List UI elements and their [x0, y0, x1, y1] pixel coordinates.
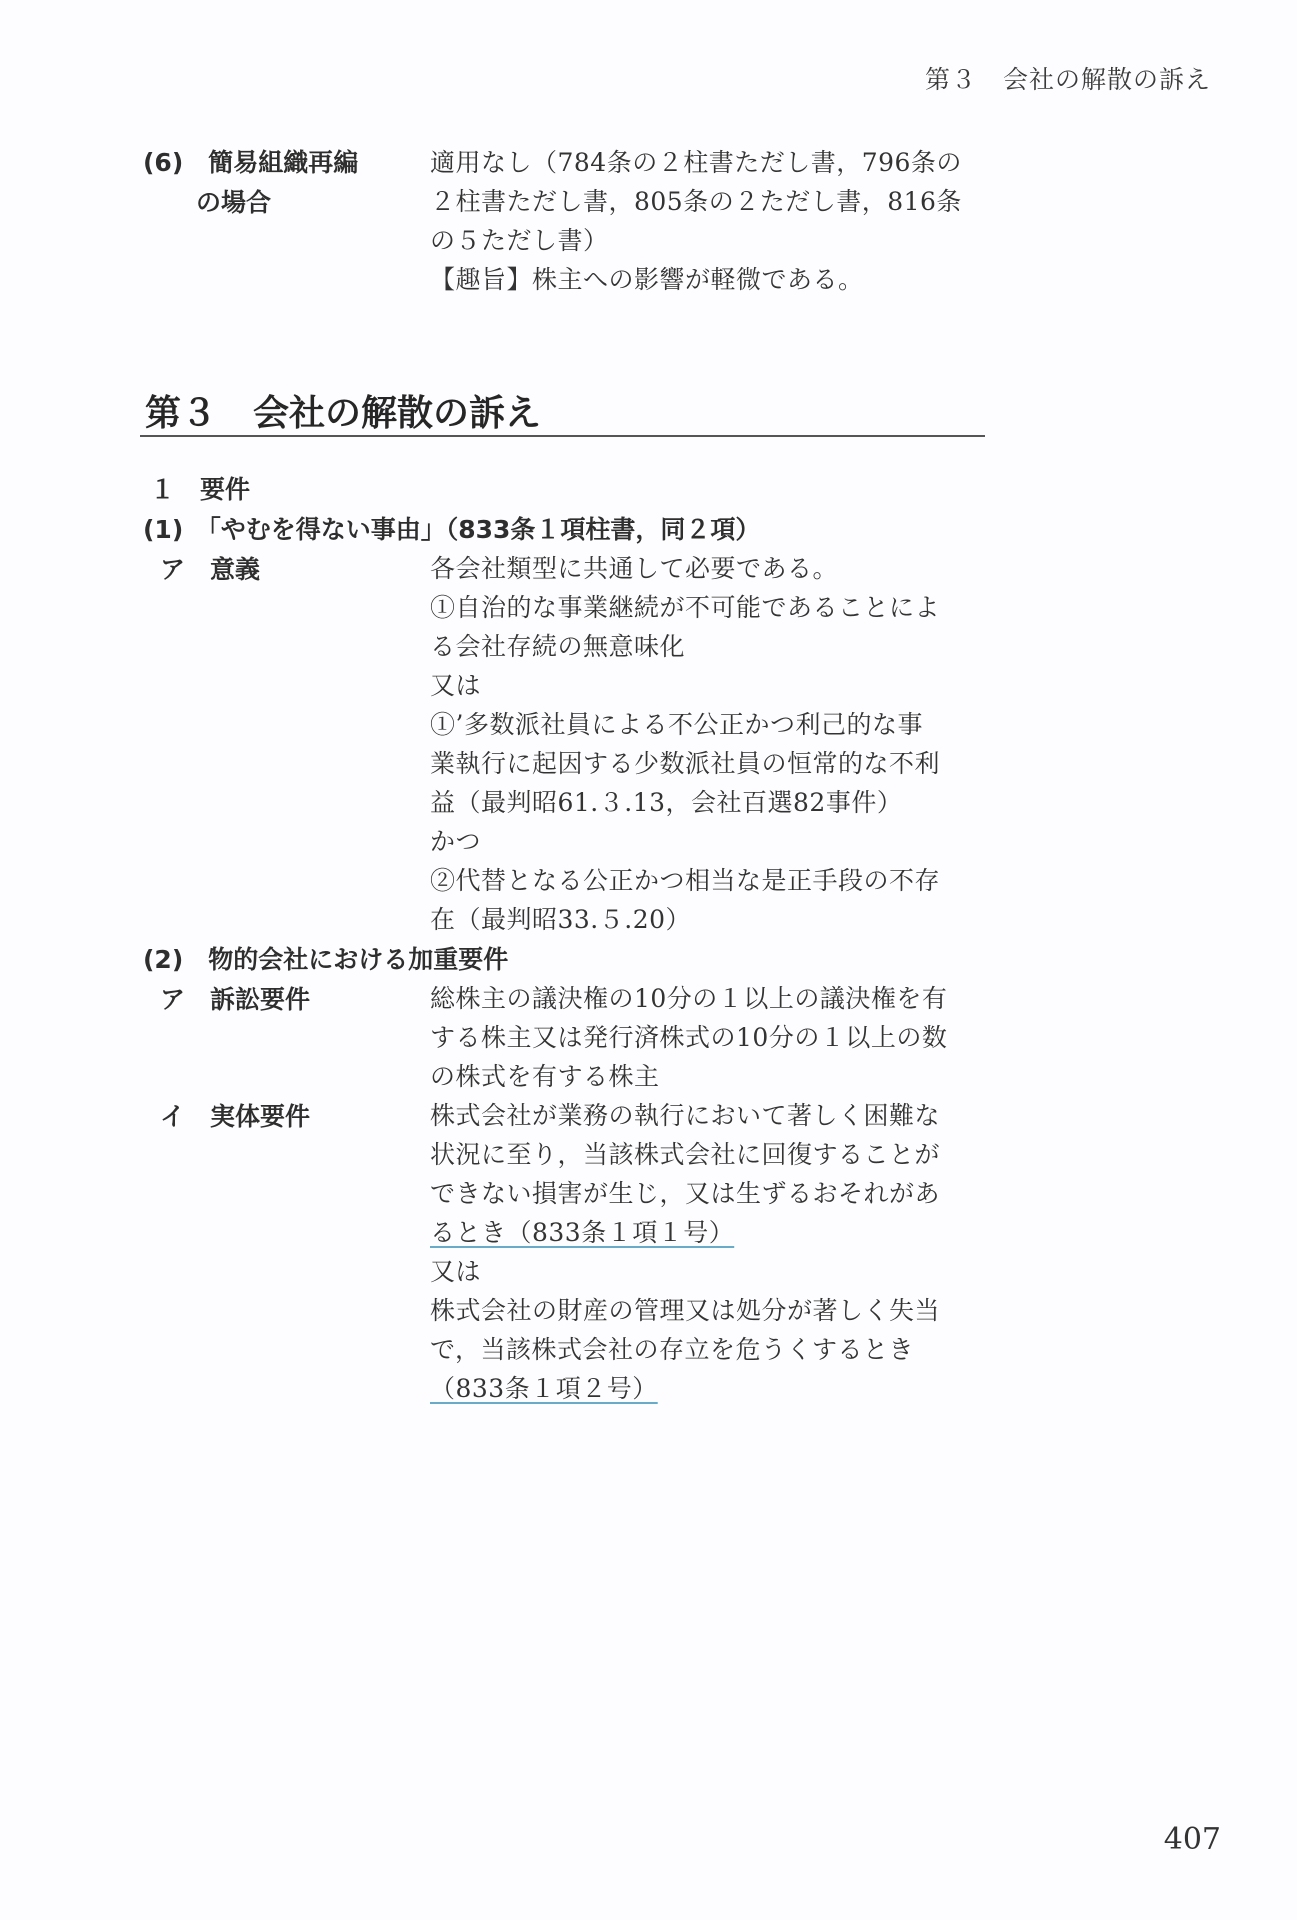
substantive-requirement-text-line: 株式会社の財産の管理又は処分が著しく失当	[430, 1296, 941, 1325]
litigation-requirement-text-line: の株式を有する株主	[430, 1062, 660, 1091]
significance-text-line: 各会社類型に共通して必要である。	[430, 554, 839, 583]
requirements-heading: １ 要件	[150, 475, 251, 504]
litigation-requirement-text-line: 総株主の議決権の10分の１以上の議決権を有	[430, 984, 948, 1013]
item-6-label-line1: (6) 簡易組織再編	[143, 148, 359, 177]
subsection-1-heading: (1) 「やむを得ない事由」（833条１項柱書，同２項）	[143, 515, 761, 544]
substantive-requirement-label: イ 実体要件	[160, 1102, 311, 1131]
substantive-requirement-text-line: 又は	[430, 1257, 482, 1286]
significance-text-line: かつ	[430, 827, 482, 856]
subsection-2-heading: (2) 物的会社における加重要件	[143, 945, 509, 974]
significance-text-line: 又は	[430, 671, 482, 700]
significance-text-line: る会社存続の無意味化	[430, 632, 686, 661]
significance-text-line: ①自治的な事業継続が不可能であることによ	[430, 593, 941, 622]
significance-text-line: ②代替となる公正かつ相当な是正手段の不存	[430, 866, 941, 895]
substantive-requirement-text-line: るとき（833条１項１号）	[430, 1218, 735, 1247]
item-6-text-line: ２柱書ただし書，805条の２ただし書，816条	[430, 187, 962, 216]
significance-label: ア 意義	[160, 555, 261, 584]
item-6-label-line2: の場合	[196, 188, 272, 217]
running-header: 第３ 会社の解散の訴え	[925, 65, 1212, 94]
significance-text-line: 在（最判昭33.５.20）	[430, 905, 692, 934]
section-title-rule	[140, 435, 985, 437]
item-6-text-line: の５ただし書）	[430, 226, 609, 255]
substantive-requirement-text-line: 状況に至り，当該株式会社に回復することが	[430, 1140, 941, 1169]
item-6-text-line: 【趣旨】株主への影響が軽微である。	[430, 265, 864, 294]
significance-text-line: 業執行に起因する少数派社員の恒常的な不利	[430, 749, 941, 778]
significance-text-line: 益（最判昭61.３.13，会社百選82事件）	[430, 788, 903, 817]
section-title: 第３ 会社の解散の訴え	[145, 393, 542, 434]
substantive-requirement-text-line: できない損害が生じ，又は生ずるおそれがあ	[430, 1179, 941, 1208]
litigation-requirement-text-line: する株主又は発行済株式の10分の１以上の数	[430, 1023, 948, 1052]
item-6-text-line: 適用なし（784条の２柱書ただし書，796条の	[430, 148, 962, 177]
significance-text-line: ①’多数派社員による不公正かつ利己的な事	[430, 710, 923, 739]
substantive-requirement-text-line: 株式会社が業務の執行において著しく困難な	[430, 1101, 941, 1130]
substantive-requirement-text-line: （833条１項２号）	[430, 1374, 658, 1403]
litigation-requirement-label: ア 訴訟要件	[160, 985, 311, 1014]
page-number: 407	[1163, 1822, 1221, 1857]
substantive-requirement-text-line: で，当該株式会社の存立を危うくするとき	[430, 1335, 915, 1364]
